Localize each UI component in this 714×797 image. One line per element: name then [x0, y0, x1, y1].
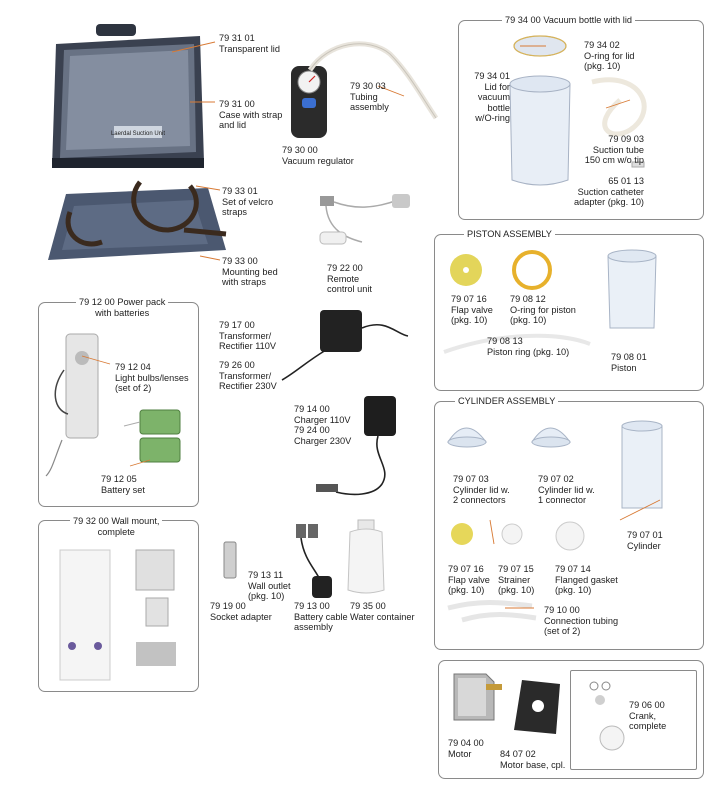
label-79-06-00: 79 06 00 Crank, complete: [629, 700, 667, 731]
label-79-31-00: 79 31 00 Case with strap and lid: [219, 99, 283, 130]
label-79-07-14: 79 07 14 Flanged gasket (pkg. 10): [555, 564, 618, 595]
wall-mount-title: 79 32 00 Wall mount, complete: [70, 516, 162, 537]
cylinder-assembly-title: CYLINDER ASSEMBLY: [455, 396, 558, 407]
label-79-26-00: 79 26 00 Transformer/ Rectifier 230V: [219, 360, 277, 391]
label-79-13-00: 79 13 00 Battery cable assembly: [294, 601, 348, 632]
label-79-07-01: 79 07 01 Cylinder: [627, 530, 663, 551]
label-79-12-04: 79 12 04 Light bulbs/lenses (set of 2): [115, 362, 189, 393]
label-79-04-00: 79 04 00 Motor: [448, 738, 484, 759]
label-79-12-05: 79 12 05 Battery set: [101, 474, 145, 495]
label-79-10-00: 79 10 00 Connection tubing (set of 2): [544, 605, 619, 636]
label-79-07-02: 79 07 02 Cylinder lid w. 1 connector: [538, 474, 595, 505]
label-79-33-00: 79 33 00 Mounting bed with straps: [222, 256, 278, 287]
label-84-07-02: 84 07 02 Motor base, cpl.: [500, 749, 566, 770]
label-79-07-03: 79 07 03 Cylinder lid w. 2 connectors: [453, 474, 510, 505]
label-79-17-00: 79 17 00 Transformer/ Rectifier 110V: [219, 320, 277, 351]
label-79-30-00: 79 30 00 Vacuum regulator: [282, 145, 354, 166]
label-79-08-13: 79 08 13 Piston ring (pkg. 10): [487, 336, 570, 357]
label-79-07-16-cylinder: 79 07 16 Flap valve (pkg. 10): [448, 564, 490, 595]
label-65-01-13: 65 01 13 Suction catheter adapter (pkg. 10): [574, 176, 644, 207]
label-79-13-11: 79 13 11 Wall outlet (pkg. 10): [248, 570, 291, 601]
label-79-14-00: 79 14 00 Charger 110V: [294, 404, 351, 425]
label-79-07-16-piston: 79 07 16 Flap valve (pkg. 10): [451, 294, 493, 325]
vacuum-bottle-title: 79 34 00 Vacuum bottle with lid: [502, 15, 635, 26]
label-79-24-00: 79 24 00 Charger 230V: [294, 425, 352, 446]
label-79-09-03: 79 09 03 Suction tube 150 cm w/o tip: [584, 134, 644, 165]
label-79-07-15: 79 07 15 Strainer (pkg. 10): [498, 564, 535, 595]
label-79-30-03: 79 30 03 Tubing assembly: [350, 81, 389, 112]
case-panel-text: Laerdal Suction Unit: [110, 131, 166, 137]
power-pack-title: 79 12 00 Power pack with batteries: [76, 297, 168, 318]
label-79-35-00: 79 35 00 Water container: [350, 601, 415, 622]
label-79-08-01: 79 08 01 Piston: [611, 352, 647, 373]
label-79-34-02: 79 34 02 O-ring for lid (pkg. 10): [584, 40, 635, 71]
label-79-08-12: 79 08 12 O-ring for piston (pkg. 10): [510, 294, 576, 325]
piston-assembly-title: PISTON ASSEMBLY: [464, 229, 555, 240]
label-79-31-01: 79 31 01 Transparent lid: [219, 33, 280, 54]
label-79-34-01: 79 34 01 Lid for vacuum bottle w/O-ring: [474, 71, 510, 123]
label-79-33-01: 79 33 01 Set of velcro straps: [222, 186, 274, 217]
label-79-22-00: 79 22 00 Remote control unit: [327, 263, 372, 294]
label-79-19-00: 79 19 00 Socket adapter: [210, 601, 272, 622]
